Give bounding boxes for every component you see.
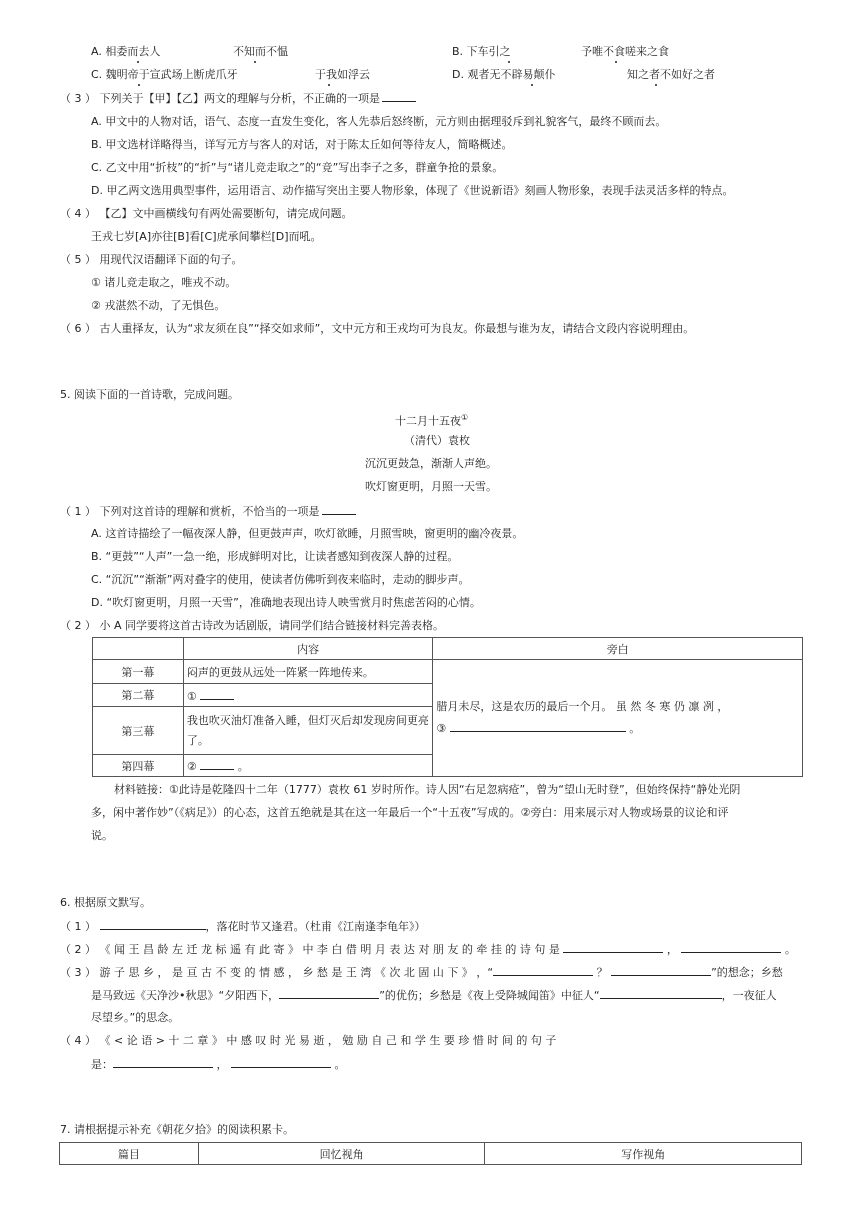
- poem-author: （清代）袁枚: [404, 434, 470, 447]
- footnote-mark: ①: [461, 413, 469, 422]
- q4-5-sentence-2: ② 戎湛然不动，了无惧色。: [91, 299, 226, 312]
- act-1-label: 第一幕: [93, 660, 184, 684]
- emphasis-dot: [137, 57, 138, 58]
- answer-blank[interactable]: [611, 964, 711, 976]
- option-c-1: C. 魏明帝于宣武场上断虎爪牙: [91, 68, 238, 81]
- q4-4-sentence: 王戎七岁[A]亦往[B]看[C]虎承间攀栏[D]而吼。: [91, 230, 322, 243]
- poem-line-1: 沉沉更鼓急，渐渐人声绝。: [365, 457, 497, 470]
- answer-blank[interactable]: [600, 987, 722, 999]
- poem-line-2: 吹灯窗更明，月照一天雪。: [365, 480, 497, 493]
- option-d-2: 知之者不如好之者: [627, 68, 715, 81]
- answer-blank[interactable]: [493, 964, 593, 976]
- act-2-content: ①: [183, 684, 433, 707]
- q6-2: （ 2 ） 《 闻 王 昌 龄 左 迁 龙 标 遥 有 此 寄 》 中 李 白 借 明 月 表 达 对 朋 友 的 牵 挂 的 诗 句 是 ， 。: [60, 943, 796, 956]
- act-4-label: 第四幕: [93, 755, 184, 777]
- table-header-aside: 旁白: [433, 638, 803, 660]
- q6-intro: 6. 根据原文默写。: [60, 896, 151, 909]
- answer-blank[interactable]: [322, 503, 356, 515]
- q5-1-option-d: D. “吹灯窗更明，月照一天雪”，准确地表现出诗人映雪赏月时焦虑苦闷的心情。: [91, 596, 481, 609]
- q6-3-line-1: （ 3 ） 游 子 思 乡 ， 是 亘 古 不 变 的 情 感 ， 乡 愁 是 王 湾 《 次 北 固 山 下 》 ，“ ？ ”的想念；乡愁: [60, 966, 783, 979]
- q4-3-option-d: D. 甲乙两文选用典型事件，运用语言、动作描写突出主要人物形象，体现了《世说新语》刻画人物形象，表现手法灵活多样的特点。: [91, 184, 734, 197]
- emphasis-dot: [138, 80, 139, 81]
- table-header-memory: 回忆视角: [198, 1143, 485, 1165]
- answer-blank[interactable]: [113, 1056, 213, 1068]
- answer-blank[interactable]: [382, 90, 416, 102]
- q7-intro: 7. 请根据提示补充《朝花夕拾》的阅读积累卡。: [60, 1123, 294, 1136]
- aside-line-3: ③ 。: [436, 722, 641, 735]
- emphasis-dot: [328, 80, 329, 81]
- drama-table: [92, 637, 803, 777]
- q6-3-line-3: 尽望乡。”的思念。: [91, 1011, 180, 1024]
- table-header-empty: [93, 638, 184, 660]
- q4-5-stem: （ 5 ） 用现代汉语翻译下面的句子。: [60, 253, 243, 266]
- option-a-1: A. 相委而去人: [91, 45, 161, 58]
- option-b-2: 予唯不食嗟来之食: [581, 45, 669, 58]
- option-a-2: 不知而不愠: [233, 45, 288, 58]
- q5-1-option-b: B. “更鼓”“人声”一急一绝，形成鲜明对比，让读者感知到夜深人静的过程。: [91, 550, 459, 563]
- answer-blank-2[interactable]: [200, 758, 234, 770]
- answer-blank[interactable]: [681, 941, 781, 953]
- material-link-line-3: 说。: [91, 829, 113, 842]
- emphasis-dot: [508, 57, 509, 58]
- act-3-label: 第三幕: [93, 707, 184, 755]
- answer-blank[interactable]: [563, 941, 663, 953]
- q6-4-line-2: 是： ， 。: [91, 1058, 346, 1071]
- material-link-line-2: 多，闲中著作妙”（《病足》）的心态，这首五绝就是其在这一年最后一个“十五夜”写成的。②旁白：用来展示对人物或场景的议论和评: [91, 806, 729, 819]
- reading-card-table: [59, 1142, 802, 1165]
- answer-blank-1[interactable]: [200, 688, 234, 700]
- poem-title: 十二月十五夜①: [395, 413, 469, 428]
- emphasis-dot: [615, 57, 616, 58]
- aside-cell: [433, 660, 803, 777]
- act-4-content: ② 。: [183, 755, 433, 777]
- q6-4-line-1: （ 4 ） 《 < 论 语 > 十 二 章 》 中 感 叹 时 光 易 逝 ， 勉 励 自 己 和 学 生 要 珍 惜 时 间 的 句 子: [60, 1034, 557, 1047]
- q5-1-option-a: A. 这首诗描绘了一幅夜深人静，但更鼓声声，吹灯欲睡，月照雪映，窗更明的幽冷夜景。: [91, 527, 524, 540]
- table-header-content: 内容: [183, 638, 433, 660]
- act-1-content: 闷声的更鼓从远处一阵紧一阵地传来。: [183, 660, 433, 684]
- option-c-2: 于我如浮云: [315, 68, 370, 81]
- material-link-line-1: 材料链接：①此诗是乾隆四十二年（1777）袁枚 61 岁时所作。诗人因“右足忽病疮”，曾为“望山无时登”，但始终保持“静处光阴: [114, 783, 741, 796]
- answer-blank-3[interactable]: [450, 720, 626, 732]
- option-d-1: D. 观者无不辟易颠仆: [452, 68, 556, 81]
- q4-3-stem: （ 3 ） 下列关于【甲】【乙】两文的理解与分析，不正确的一项是: [60, 90, 416, 107]
- table-header-writing: 写作视角: [485, 1143, 802, 1165]
- q4-3-option-b: B. 甲文选材详略得当，详写元方与客人的对话，对于陈太丘如何等待友人，简略概述。: [91, 138, 513, 151]
- emphasis-dot: [254, 57, 255, 58]
- answer-blank[interactable]: [279, 987, 379, 999]
- aside-text: 腊月未尽，这是农历的最后一个月。 虽 然 冬 寒 仍 凛 冽 ，: [436, 700, 729, 713]
- q4-3-option-c: C. 乙文中用“折枝”的“折”与“诸儿竞走取之”的“竞”写出李子之多，群童争抢的景象。: [91, 161, 504, 174]
- act-3-content: 我也吹灭油灯准备入睡，但灯灭后却发现房间更亮了。: [183, 707, 433, 755]
- q5-1-option-c: C. “沉沉”“渐渐”两对叠字的使用，使读者仿佛听到夜来临时，走动的脚步声。: [91, 573, 470, 586]
- q4-3-option-a: A. 甲文中的人物对话，语气、态度一直发生变化，客人先恭后怒终断，元方则由据理驳斥到礼貌客气，最终不顾而去。: [91, 115, 667, 128]
- q4-5-sentence-1: ① 诸儿竞走取之，唯戎不动。: [91, 276, 237, 289]
- q5-1-stem: （ 1 ） 下列对这首诗的理解和赏析，不恰当的一项是: [60, 503, 356, 520]
- emphasis-dot: [655, 80, 656, 81]
- q6-1: （ 1 ） ，落花时节又逢君。（杜甫《江南逢李龟年》）: [60, 920, 426, 933]
- q4-4-stem: （ 4 ） 【乙】文中画横线句有两处需要断句，请完成问题。: [60, 207, 353, 220]
- act-2-label: 第二幕: [93, 684, 184, 707]
- q5-intro: 5. 阅读下面的一首诗歌，完成问题。: [60, 388, 239, 401]
- q5-2-stem: （ 2 ） 小 A 同学要将这首古诗改为话剧版，请同学们结合链接材料完善表格。: [60, 619, 445, 632]
- answer-blank[interactable]: [231, 1056, 331, 1068]
- emphasis-dot: [531, 80, 532, 81]
- table-header-title: 篇目: [60, 1143, 199, 1165]
- q4-6-stem: （ 6 ） 古人重择友，认为“求友须在良”“择交如求师”，文中元方和王戎均可为良友。你最想与谁为友，请结合文段内容说明理由。: [60, 322, 695, 335]
- q6-3-line-2: 是马致远《天净沙•秋思》“夕阳西下， ”的优伤；乡愁是《夜上受降城闻笛》中征人“ ，一夜征人: [91, 989, 777, 1002]
- answer-blank[interactable]: [100, 918, 206, 930]
- option-b-1: B. 下车引之: [452, 45, 511, 58]
